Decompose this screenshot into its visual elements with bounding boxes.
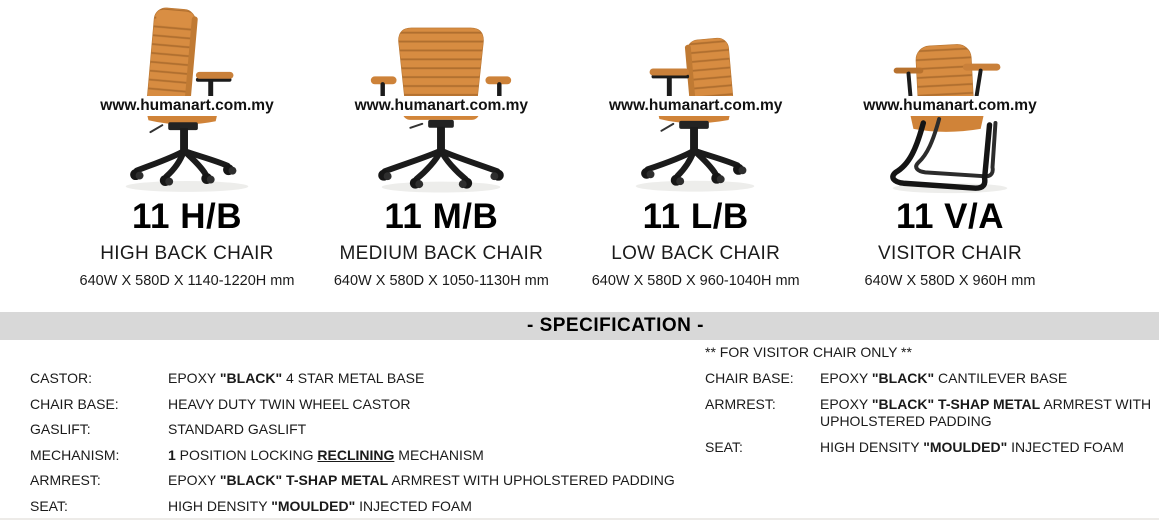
- watermark: www.humanart.com.my: [96, 96, 277, 116]
- spec-row-gaslift: [30, 417, 675, 443]
- watermark: www.humanart.com.my: [605, 96, 786, 116]
- spec-value: STANDARD GASLIFT: [168, 421, 307, 438]
- spec-label: SEAT:: [30, 497, 68, 514]
- spec-value: EPOXY "BLACK" T-SHAP METAL ARMREST WITH UPHOLSTERED PADDING: [168, 472, 675, 489]
- spec-value: EPOXY "BLACK" CANTILEVER BASE: [820, 370, 1068, 386]
- chair-photo-visitor: [866, 41, 1034, 196]
- specification-body: [0, 340, 1159, 521]
- product-card-high-back: [60, 0, 314, 289]
- product-figure: [60, 0, 314, 196]
- spec-value: HEAVY DUTY TWIN WHEEL CASTOR: [168, 395, 411, 412]
- product-figure: [314, 0, 568, 196]
- watermark: www.humanart.com.my: [859, 96, 1040, 116]
- specification-general-table: [30, 366, 675, 520]
- spec-label: ARMREST:: [705, 396, 776, 412]
- spec-row-castor: [30, 366, 675, 392]
- product-card-low-back: [569, 0, 823, 289]
- chair-base: [641, 121, 746, 186]
- spec-row-mechanism: [30, 443, 675, 469]
- chair-shadow: [126, 181, 249, 192]
- product-figure: [569, 0, 823, 196]
- watermark: www.humanart.com.my: [351, 96, 532, 116]
- chair-base: [130, 122, 236, 186]
- spec-row-seat: [30, 494, 675, 520]
- spec-label: GASLIFT:: [30, 421, 91, 438]
- chair-shadow: [635, 181, 754, 192]
- product-name: VISITOR CHAIR: [878, 243, 1022, 264]
- product-figure: [823, 0, 1077, 196]
- product-dimensions: 640W X 580D X 1050-1130H mm: [333, 273, 549, 289]
- product-name: MEDIUM BACK CHAIR: [339, 243, 544, 264]
- spec-value: HIGH DENSITY "MOULDED" INJECTED FOAM: [820, 439, 1124, 455]
- spec-label: CHAIR BASE:: [705, 370, 794, 386]
- product-dimensions: 640W X 580D X 960H mm: [864, 273, 1036, 289]
- spec-value: EPOXY "BLACK" T-SHAP METAL ARMREST WITH UPHOLSTERED PADDING: [820, 396, 1152, 429]
- spec-row-visitor-chair-base: [705, 370, 1159, 387]
- chair-base: [379, 120, 505, 189]
- product-model: 11 H/B: [132, 197, 242, 236]
- spec-label: SEAT:: [705, 439, 743, 455]
- spec-label: CASTOR:: [30, 370, 92, 386]
- chair-backrest: [399, 28, 484, 102]
- product-name: HIGH BACK CHAIR: [100, 243, 274, 264]
- spec-value: 1 POSITION LOCKING RECLINING MECHANISM: [168, 446, 484, 463]
- product-card-medium-back: [314, 0, 568, 289]
- spec-label: MECHANISM:: [30, 446, 120, 463]
- visitor-only-note: ** FOR VISITOR CHAIR ONLY **: [705, 344, 912, 360]
- specification-visitor-table: [705, 344, 1159, 465]
- spec-row-chair-base: [30, 392, 675, 418]
- spec-label: ARMREST:: [30, 472, 101, 489]
- chair-shadow: [382, 182, 501, 193]
- product-model: 11 M/B: [384, 197, 499, 236]
- product-model: 11 L/B: [642, 197, 749, 236]
- product-model: 11 V/A: [895, 197, 1005, 236]
- product-card-visitor: [823, 0, 1077, 289]
- spec-row-armrest: [30, 468, 675, 494]
- spec-value: HIGH DENSITY "MOULDED" INJECTED FOAM: [168, 497, 472, 514]
- product-name: LOW BACK CHAIR: [611, 243, 781, 264]
- spec-row-visitor-seat: [705, 439, 1159, 456]
- footer-divider: [0, 518, 1159, 520]
- specification-header: - SPECIFICATION -: [0, 312, 1159, 340]
- spec-label: CHAIR BASE:: [30, 395, 119, 412]
- spec-row-visitor-armrest: [705, 396, 1159, 430]
- spec-value: EPOXY "BLACK" 4 STAR METAL BASE: [168, 370, 425, 386]
- product-dimensions: 640W X 580D X 1140-1220H mm: [79, 273, 295, 289]
- product-dimensions: 640W X 580D X 960-1040H mm: [591, 273, 800, 289]
